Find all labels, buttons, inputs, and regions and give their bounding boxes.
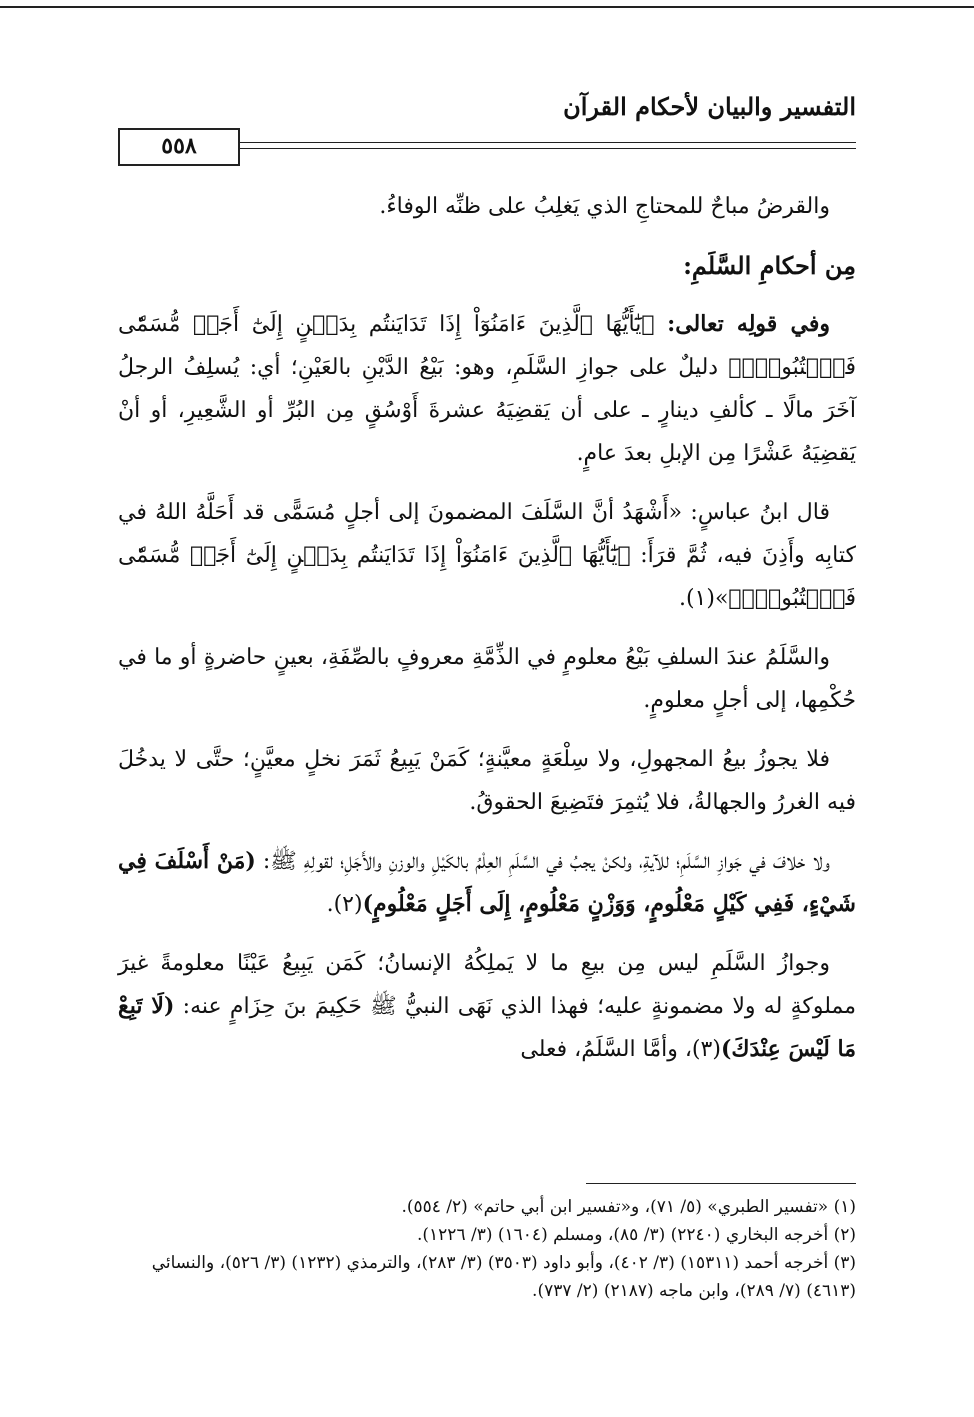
footnote-2: (٢) أخرجه البخاري (٢٢٤٠) (٣/ ٨٥)، ومسلم (١٦٠٤) (٣/ ١٢٢٦). — [417, 1225, 856, 1245]
paragraph-salam-definition: والسَّلَمُ عندَ السلفِ بَيْعُ معلومٍ في الذِّمَّةِ معروفٍ بالصِّفَةِ، بعينٍ حاضرةٍ أو ما في حُكْمِها، إلى أجلٍ معلومٍ. — [118, 645, 856, 713]
page-number: ٥٥٨ — [118, 128, 240, 166]
main-text — [118, 185, 856, 1087]
footnote-ref: (٢). — [326, 892, 363, 917]
footnote-separator — [586, 1183, 856, 1184]
footnote-ref: (٣)، وأمَّا السَّلَمُ، فعلى — [520, 1037, 721, 1062]
footnotes — [118, 1193, 856, 1305]
paragraph-conditions — [118, 840, 856, 926]
paragraph-ibn-abbas: قال ابنُ عباسٍ: «أَشْهَدُ أنَّ السَّلَفَ المضمونَ إلى أجلٍ مُسَمًّى قد أَحَلَّهُ اللهُ في كتابِه وأَذِنَ فيه، ثُمَّ قرَأَ: ﴿يَٰٓأَيُّهَا ٱلَّذِينَ ءَامَنُوٓاْ إِذَا تَدَايَنتُم بِدَيۡنٍ إِلَىٰٓ أَجَلٖ مُّسَمّٗى فَٱكۡتُبُوهُۚ﴾»(١). — [118, 500, 856, 611]
hadith-text: (مَنْ أَسْلَفَ فِي شَيْءٍ، فَفِي كَيْلٍ مَعْلُومٍ، وَوَزْنٍ مَعْلُومٍ، إِلَى أَجَلٍ مَعْلُومٍ) — [118, 848, 856, 917]
paragraph-text: دليلٌ على جوازِ السَّلَمِ، وهو: بَيْعُ الدَّيْنِ بالعَيْنِ؛ أي: يُسلِفُ الرجلُ آخَرَ مالًا ـ كألفِ دينارٍ ـ على أن يَقضِيَهُ عشرةَ أَوْسُقٍ مِن البُرِّ أو الشَّعِيرِ، أو أنْ يَقضِيَهُ عَشْرًا مِن الإبلِ بعدَ عامٍ. — [118, 355, 856, 466]
footnote-3: (٣) أخرجه أحمد (١٥٣١١) (٣/ ٤٠٢)، وأبو داود (٣٥٠٣) (٣/ ٢٨٣)، والترمذي (١٢٣٢) (٣/ ٥٢٦)، والنسائي (٤٦١٣) (٧/ ٢٨٩)، وابن ماجه (٢١٨٧) (٢/ ٧٣٧). — [151, 1253, 856, 1301]
paragraph-verse-evidence — [118, 303, 856, 475]
hadith-text: (لَا تَبِعْ مَا لَيْسَ عِنْدَكَ) — [118, 993, 856, 1062]
section-heading-salam: مِن أحكامِ السَّلَمِ: — [683, 251, 856, 280]
book-title: التفسير والبيان لأحكام القرآن — [563, 92, 856, 121]
paragraph-loan: والقرضُ مباحٌ للمحتاجِ الذي يَغلِبُ على ظنِّه الوفاءُ. — [379, 194, 830, 219]
top-rule — [0, 6, 974, 8]
paragraph-ownership — [118, 942, 856, 1071]
quran-verse: ﴿يَٰٓأَيُّهَا ٱلَّذِينَ ءَامَنُوٓاْ إِذَا تَدَايَنتُم بِدَيۡنٍ إِلَىٰٓ أَجَلٖ مُّسَمّٗى فَٱكۡتُبُوهُۚ﴾ — [118, 312, 856, 380]
paragraph-text: وجوازُ السَّلَمِ ليس مِن بيعِ ما لا يَملِكُهُ الإنسانُ؛ كَمَن يَبِيعُ عَيْنًا معلومةً غيرَ مملوكةٍ له ولا مضمونةٍ عليه؛ فهذا الذي نَهَى النبيُّ ﷺ حَكِيمَ بنَ حِزَامٍ عنه: — [118, 951, 857, 1019]
lead-phrase: وفي قولِه تعالى: — [667, 311, 830, 337]
page-header — [118, 92, 856, 164]
paragraph-unknown-sale: فلا يجوزُ بيعُ المجهولِ، ولا سِلْعَةٍ معيَّنةٍ؛ كَمَنْ يَبِيعُ ثَمَرَ نخلٍ معيَّنٍ؛ حتَّى لا يدخُلَ فيه الغررُ والجهالةُ، فلا يُثمِرَ فتَضِيعَ الحقوقُ. — [118, 747, 856, 815]
footnote-1: (١) «تفسير الطبري» (٥/ ٧١)، و«تفسير ابن أبي حاتم» (٢/ ٥٥٤). — [401, 1197, 856, 1217]
paragraph-text: ولا خلافَ في جَوازِ السَّلَمِ؛ للآيةِ، ولكنْ يجبُ في السَّلَمِ العِلْمُ بالكَيْلِ والوزنِ والأَجَلِ؛ لقولِهِ ﷺ: — [255, 849, 831, 874]
